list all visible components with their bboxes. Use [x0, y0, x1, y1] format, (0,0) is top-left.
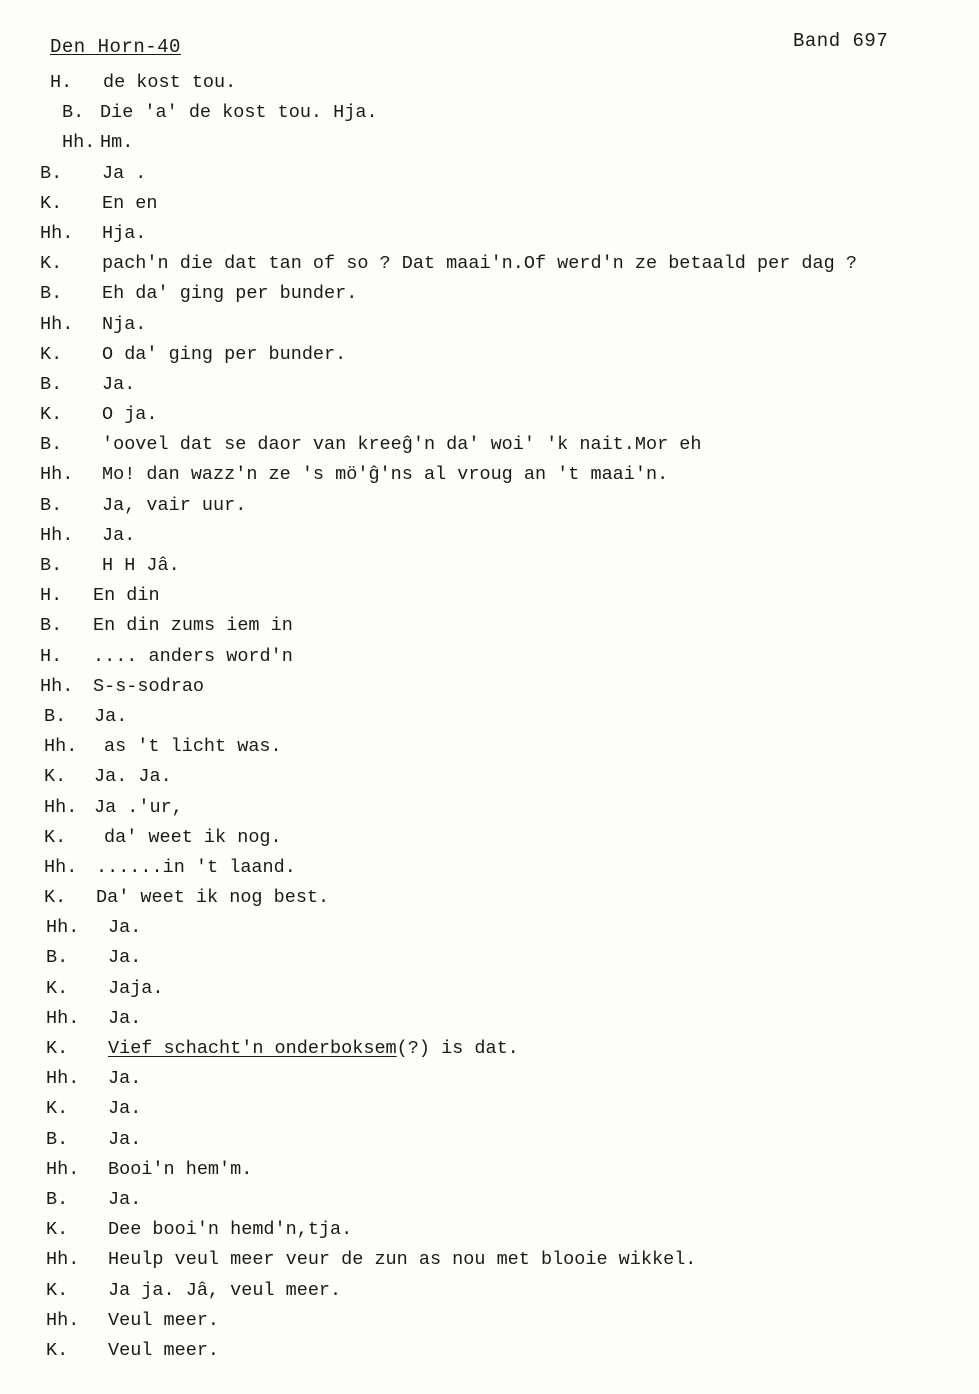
transcript-line [0, 551, 979, 581]
speaker-label: K. [46, 1219, 69, 1241]
utterance-text: Ja. [102, 524, 136, 546]
speaker-label: Hh. [40, 464, 74, 486]
utterance-text: Ja. [108, 1188, 142, 1210]
utterance-text: ......in 't laand. [96, 856, 296, 878]
speaker-label: K. [46, 1339, 69, 1361]
utterance-text: Hm. [100, 132, 134, 154]
utterance-text: Jaja. [108, 977, 164, 999]
utterance-text: pach'n die dat tan of so ? Dat maai'n.Of werd'n ze betaald per dag ? [102, 253, 857, 275]
transcript-line [0, 98, 979, 128]
transcript-line [0, 128, 979, 158]
speaker-label: K. [46, 1098, 69, 1120]
transcript-line [0, 611, 979, 641]
speaker-label: Hh. [46, 1007, 80, 1029]
utterance-text [108, 1034, 519, 1064]
utterance-text: En din [93, 585, 160, 607]
speaker-label: K. [44, 766, 67, 788]
transcript-line [0, 642, 979, 672]
transcript-line [0, 159, 979, 189]
transcript-line [0, 340, 979, 370]
utterance-text: O da' ging per bunder. [102, 343, 347, 365]
utterance-text: O ja. [102, 404, 158, 426]
utterance-text: Ja. [94, 705, 128, 727]
utterance-text: Ja . [102, 162, 147, 184]
utterance-text: Booi'n hem'm. [108, 1158, 253, 1180]
transcript-line [0, 279, 979, 309]
speaker-label: Hh. [46, 1068, 80, 1090]
transcript-line [0, 672, 979, 702]
underlined-phrase: Vief schacht'n onderboksem [108, 1038, 397, 1059]
utterance-text: Veul meer. [108, 1339, 220, 1361]
transcript-line [0, 853, 979, 883]
band-number: Band 697 [793, 30, 889, 52]
speaker-label: B. [40, 494, 63, 516]
utterance-text: Veul meer. [108, 1309, 220, 1331]
document-title: Den Horn-40 [50, 36, 181, 58]
transcript-line [0, 1306, 979, 1336]
transcript-line [0, 460, 979, 490]
utterance-text: Ja. [108, 947, 142, 969]
speaker-label: Hh. [44, 736, 78, 758]
transcript-line [0, 189, 979, 219]
transcript-line [0, 1155, 979, 1185]
utterance-text: .... anders word'n [93, 645, 293, 667]
utterance-text: Eh da' ging per bunder. [102, 283, 358, 305]
transcript-line [0, 1125, 979, 1155]
utterance-text: as 't licht was. [104, 736, 282, 758]
utterance-text: Ja. Ja. [94, 766, 172, 788]
speaker-label: H. [40, 645, 63, 667]
utterance-text: Nja. [102, 313, 147, 335]
speaker-label: B. [40, 555, 63, 576]
utterance-text: Ja. [108, 1098, 142, 1120]
utterance-text: En din zums iem in [93, 615, 293, 637]
transcript-line [0, 521, 979, 551]
speaker-label: K. [40, 253, 63, 275]
utterance-text: Ja. [108, 1128, 142, 1150]
speaker-label: Hh. [46, 917, 80, 939]
transcript-line [0, 491, 979, 521]
transcript-line [0, 883, 979, 913]
speaker-label: Hh. [62, 132, 96, 154]
speaker-label: Hh. [44, 856, 78, 878]
transcript-line [0, 1336, 979, 1366]
utterance-text: Dee booi'n hemd'n,tja. [108, 1219, 353, 1241]
transcript-line [0, 943, 979, 973]
transcript-line [0, 310, 979, 340]
speaker-label: B. [40, 162, 63, 184]
utterance-text: Ja ja. Jâ, veul meer. [108, 1279, 342, 1301]
utterance-text: Heulp veul meer veur de zun as nou met blooie wikkel. [108, 1249, 697, 1271]
speaker-label: Hh. [44, 796, 78, 818]
speaker-label: B. [40, 373, 63, 395]
transcript-line [0, 1094, 979, 1124]
transcript-line [0, 1034, 979, 1064]
utterance-tail: (?) is dat. [396, 1038, 519, 1059]
speaker-label: K. [40, 192, 63, 214]
speaker-label: H. [40, 585, 63, 607]
speaker-label: K. [40, 343, 63, 365]
utterance-text: Ja. [108, 917, 142, 939]
speaker-label: H. [50, 72, 73, 93]
speaker-label: Hh. [40, 222, 74, 244]
speaker-label: B. [62, 102, 85, 124]
utterance-text: 'oovel dat se daor van kreeĝ'n da' woi' 'k nait.Mor eh [102, 434, 702, 456]
utterance-text: Die 'a' de kost tou. Hja. [100, 102, 378, 124]
transcript-line [0, 400, 979, 430]
transcript-line [0, 732, 979, 762]
transcript-line [0, 1215, 979, 1245]
utterance-text: H H Jâ. [102, 555, 180, 576]
utterance-text: Hja. [102, 222, 147, 244]
transcript-line [0, 793, 979, 823]
transcript-line [0, 249, 979, 279]
speaker-label: Hh. [46, 1249, 80, 1271]
transcript-line [0, 1004, 979, 1034]
speaker-label: K. [46, 1279, 69, 1301]
speaker-label: K. [44, 887, 67, 909]
transcript-line [0, 913, 979, 943]
transcript [0, 68, 979, 1366]
transcript-line [0, 370, 979, 400]
transcript-line [0, 702, 979, 732]
transcript-line [0, 974, 979, 1004]
speaker-label: B. [46, 1128, 69, 1150]
speaker-label: B. [46, 947, 69, 969]
speaker-label: B. [40, 615, 63, 637]
utterance-text: Ja .'ur, [94, 796, 183, 818]
utterance-text: da' weet ik nog. [104, 826, 282, 848]
speaker-label: Hh. [40, 524, 74, 546]
speaker-label: Hh. [40, 313, 74, 335]
speaker-label: K. [46, 977, 69, 999]
speaker-label: B. [44, 705, 67, 727]
speaker-label: Hh. [46, 1158, 80, 1180]
transcript-line [0, 430, 979, 460]
transcript-line [0, 1064, 979, 1094]
utterance-text: Ja, vair uur. [102, 494, 247, 516]
utterance-text: Ja. [108, 1068, 142, 1090]
utterance-text: Mo! dan wazz'n ze 's mö'ĝ'ns al vroug an 't maai'n. [102, 464, 669, 486]
transcript-line [0, 581, 979, 611]
transcript-line [0, 1276, 979, 1306]
speaker-label: K. [44, 826, 67, 848]
utterance-text: En en [102, 192, 158, 214]
speaker-label: B. [40, 434, 63, 456]
transcript-line [0, 219, 979, 249]
speaker-label: Hh. [46, 1309, 80, 1331]
speaker-label: K. [46, 1038, 69, 1059]
utterance-text: S-s-sodrao [93, 675, 205, 697]
speaker-label: K. [40, 404, 63, 426]
utterance-text: Da' weet ik nog best. [96, 887, 330, 909]
speaker-label: B. [40, 283, 63, 305]
transcript-line [0, 68, 979, 98]
transcript-line [0, 1185, 979, 1215]
utterance-text: Ja. [102, 373, 136, 395]
transcript-line [0, 1245, 979, 1275]
speaker-label: Hh. [40, 675, 74, 697]
utterance-text: Ja. [108, 1007, 142, 1029]
speaker-label: B. [46, 1188, 69, 1210]
transcript-line [0, 823, 979, 853]
utterance-text: de kost tou. [103, 72, 237, 93]
transcript-line [0, 762, 979, 792]
